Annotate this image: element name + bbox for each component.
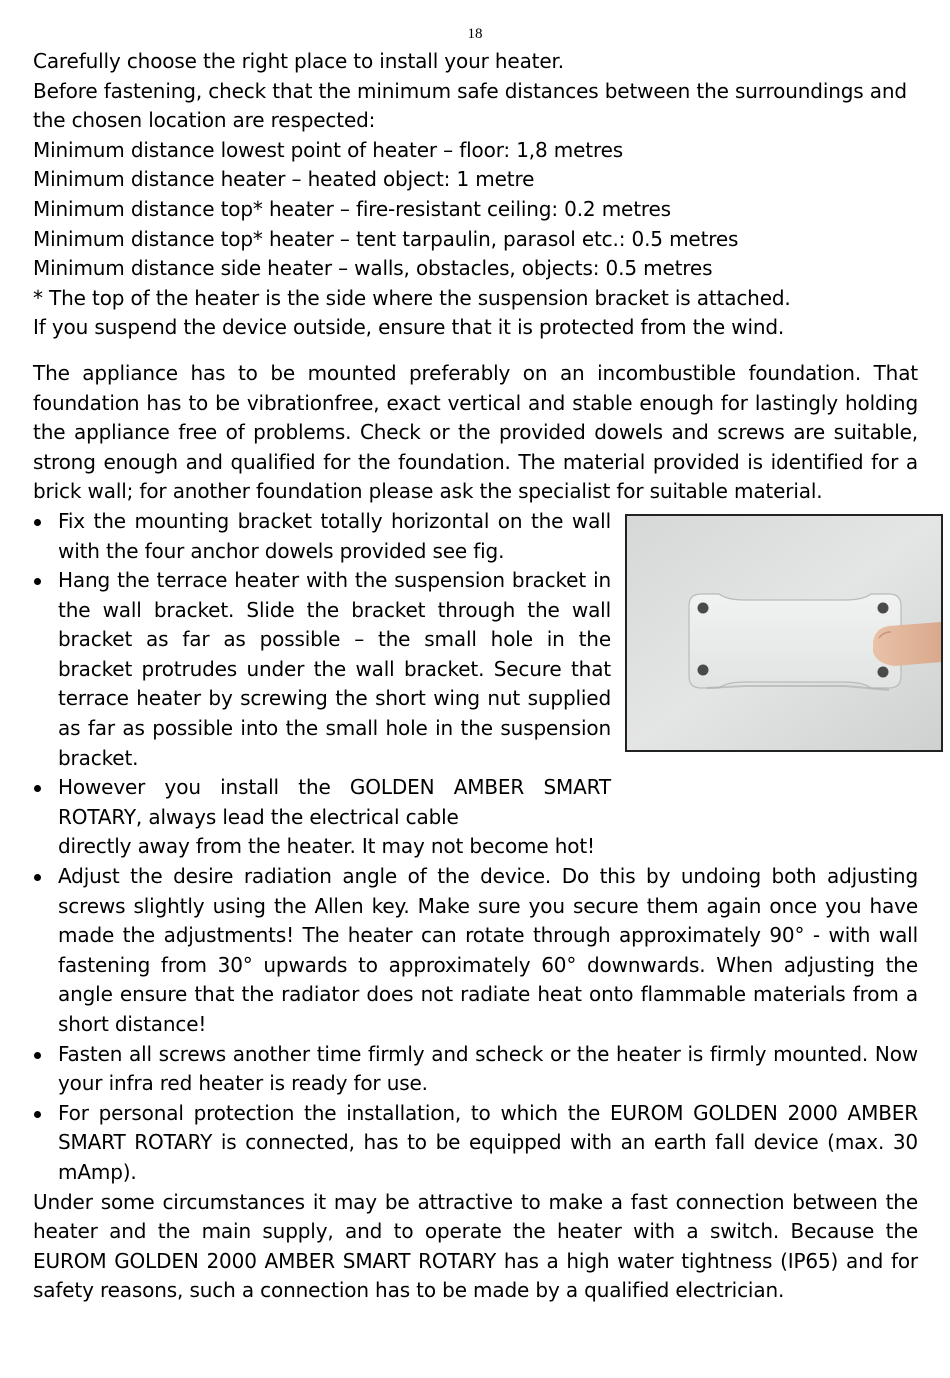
list-item [33,773,918,862]
bracket-illustration [627,516,941,750]
screw-hole [698,665,709,676]
distance-requirement: Minimum distance top* heater – fire-resistant ceiling: 0.2 metres [33,196,671,221]
distance-requirement: Minimum distance lowest point of heater – floor: 1,8 metres [33,137,624,162]
list-item: Hang the terrace heater with the suspension bracket in the wall bracket. Slide the bracket through the wall bracket as far as possible – the small hole in the bracket protrudes under the wall bracket. Secure that terrace heater by screwing the short wing nut supplied as far as possible into the small hole in the suspension bracket. [33,566,611,773]
screw-hole [878,603,889,614]
foundation-paragraph: The appliance has to be mounted preferably on an incombustible foundation. That foundation has to be vibrationfree, exact vertical and stable enough for lastingly holding the appliance free of problems. Check or the provided dowels and screws are suitable, strong enough and qualified for the foundation. The material provided is identified for a brick wall; for another foundation please ask the specialist for suitable material. [33,360,918,504]
closing-paragraph: Under some circumstances it may be attractive to make a fast connection between the heater and the main supply, and to operate the heater with a switch. Because the EUROM GOLDEN 2000 AMBER SMART ROTARY has a high water tightness (IP65) and for safety reasons, such a connection has to be made by a qualified electrician. [33,1189,918,1303]
finger [873,622,941,666]
intro-section [33,47,918,343]
list-item: Fix the mounting bracket totally horizontal on the wall with the four anchor dowels provided see fig. [33,507,611,566]
distance-requirement: Minimum distance side heater – walls, obstacles, objects: 0.5 metres [33,256,713,281]
footnote: * The top of the heater is the side where the suspension bracket is attached. [33,285,791,310]
distance-requirement: Minimum distance heater – heated object: 1 metre [33,167,535,192]
screw-hole [698,603,709,614]
list-item-line: ROTARY, always lead the electrical cable [58,804,459,829]
intro-line: the chosen location are respected: [33,108,376,133]
mounting-bracket-photo [625,514,943,752]
list-item: For personal protection the installation, to which the EUROM GOLDEN 2000 AMBER SMART ROTARY is connected, has to be equipped with an earth fall device (max. 30 mAmp). [33,1099,918,1188]
page-number: 18 [467,26,483,42]
screw-hole [878,667,889,678]
list-item: Adjust the desire radiation angle of the device. Do this by undoing both adjusting screws slightly using the Allen key. Make sure you secure them again once you have made the adjustments! The heater can rotate through approximately 90° - with wall fastening from 30° upwards to approximately 60° downwards. When adjusting the angle ensure that the radiator does not radiate heat onto flammable materials from a short distance! [33,862,918,1040]
wind-note: If you suspend the device outside, ensure that it is protected from the wind. [33,315,785,340]
list-item: Fasten all screws another time firmly and scheck or the heater is firmly mounted. Now your infra red heater is ready for use. [33,1040,918,1099]
bracket-plate [689,594,901,688]
list-item-line: directly away from the heater. It may not become hot! [58,834,595,859]
distance-requirement: Minimum distance top* heater – tent tarpaulin, parasol etc.: 0.5 metres [33,226,739,251]
list-item-line: However you install the GOLDEN AMBER SMART [58,775,611,800]
intro-line: Before fastening, check that the minimum safe distances between the surroundings and [33,78,907,103]
intro-line: Carefully choose the right place to install your heater. [33,49,564,73]
